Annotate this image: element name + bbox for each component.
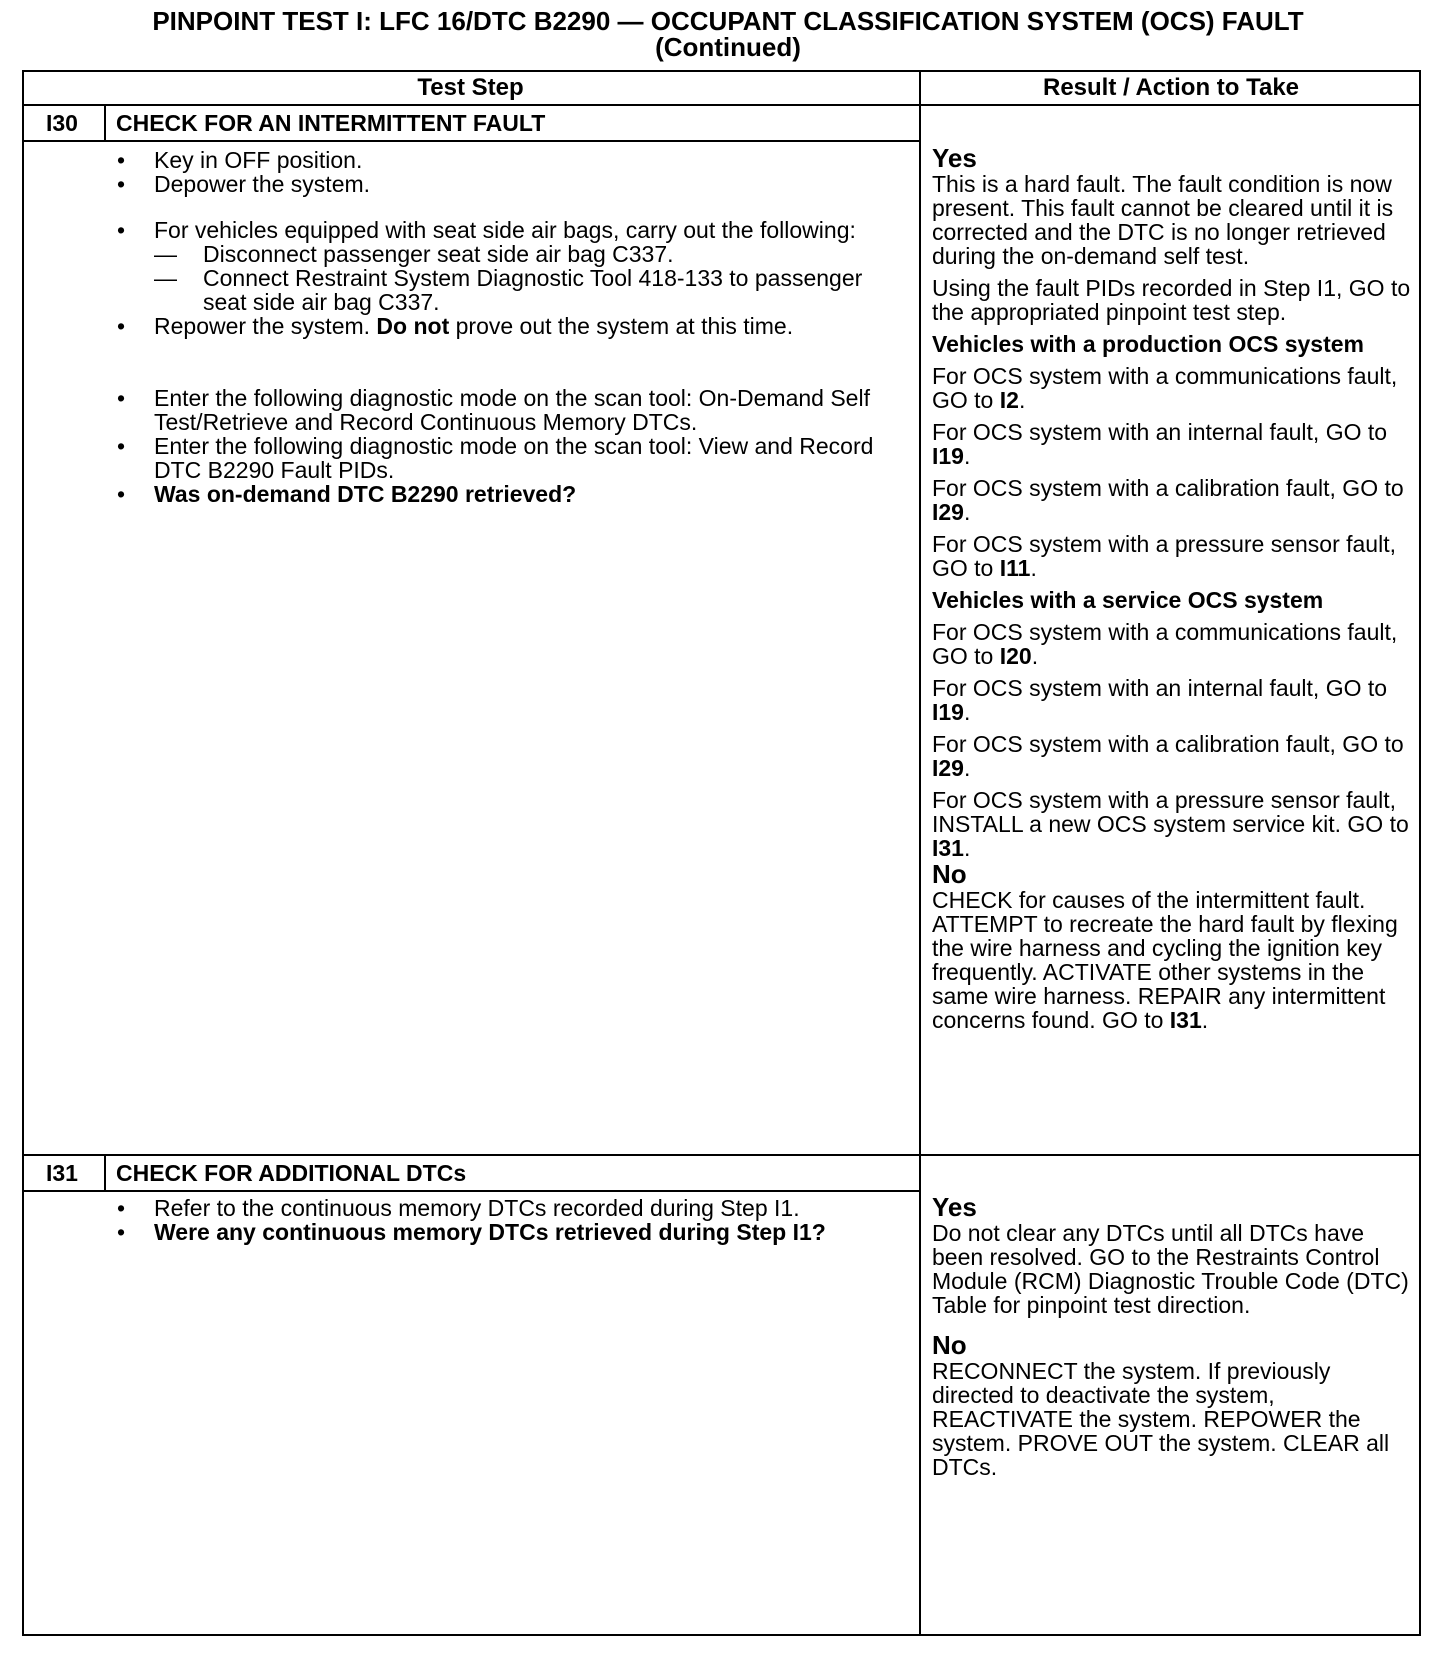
no-label: No (932, 859, 967, 889)
step-number-i30: I30 (46, 110, 78, 136)
action-item: • For vehicles equipped with seat side air bags, carry out the following: — Disconnect passenger seat side air bag C337. — Connect Restraint System Diagnostic Tool 418-133 to passenger seat side air bag C337. (110, 218, 910, 314)
action-item-question: • Was on-demand DTC B2290 retrieved? (117, 481, 577, 507)
pids-text: Using the fault PIDs recorded in Step I1, GO to the appropriated pinpoint test step. (932, 275, 1411, 325)
result-item: For OCS system with a calibration fault, GO to I29. (932, 731, 1404, 781)
action-item-question: • Were any continuous memory DTCs retrieved during Step I1? (117, 1219, 826, 1245)
sub-action-list (154, 242, 910, 314)
result-item: For OCS system with a calibration fault, GO to I29. (932, 475, 1404, 525)
result-item: For OCS system with a pressure sensor fault, GO to I11. (932, 531, 1396, 581)
result-item: For OCS system with an internal fault, GO to I19. (932, 675, 1388, 725)
header-test-step: Test Step (417, 74, 524, 101)
no-text: RECONNECT the system. If previously directed to deactivate the system, REACTIVATE the system. REPOWER the system. PROVE OUT the system. CLEAR all DTCs. (932, 1358, 1390, 1480)
column-divider (919, 70, 921, 1636)
action-item: • Key in OFF position. (117, 147, 363, 173)
action-item: • Repower the system. Do not prove out the system at this time. (117, 313, 794, 339)
action-item: • Enter the following diagnostic mode on the scan tool: View and Record DTC B2290 Fault PIDs. (117, 433, 874, 483)
step-actions-i31 (110, 1196, 910, 1244)
title-line-2: (Continued) (655, 32, 801, 62)
step-heading-i31: CHECK FOR ADDITIONAL DTCs (116, 1160, 467, 1186)
action-item: • Refer to the continuous memory DTCs recorded during Step I1. (117, 1195, 800, 1221)
sub-action-item: — Disconnect passenger seat side air bag C337. (154, 241, 674, 267)
header-result-action: Result / Action to Take (1042, 74, 1300, 101)
step-heading-i30: CHECK FOR AN INTERMITTENT FAULT (116, 110, 546, 136)
action-item: • Enter the following diagnostic mode on the scan tool: On-Demand Self Test/Retrieve and Record Continuous Memory DTCs. (117, 385, 870, 435)
title-line-1: PINPOINT TEST I: LFC 16/DTC B2290 — OCCUPANT CLASSIFICATION SYSTEM (OCS) FAULT (152, 6, 1304, 36)
production-heading: Vehicles with a production OCS system (932, 331, 1365, 357)
no-text: CHECK for causes of the intermittent fault. ATTEMPT to recreate the hard fault by flexing the wire harness and cycling the ignition key frequently. ACTIVATE other systems in the same wire harness. REPAIR any intermittent concerns found. GO to I31. (932, 887, 1398, 1033)
yes-text: Do not clear any DTCs until all DTCs have been resolved. GO to the Restraints Control Module (RCM) Diagnostic Trouble Code (DTC) Table for pinpoint test direction. (932, 1220, 1409, 1318)
step-number-i31: I31 (46, 1160, 78, 1186)
result-item: For OCS system with an internal fault, GO to I19. (932, 419, 1388, 469)
result-item: For OCS system with a pressure sensor fault, INSTALL a new OCS system service kit. GO to I31. (932, 787, 1409, 861)
yes-text: This is a hard fault. The fault condition is now present. This fault cannot be cleared until it is corrected and the DTC is no longer retrieved during the on-demand self test. (932, 171, 1394, 269)
service-heading: Vehicles with a service OCS system (932, 587, 1324, 613)
yes-label: Yes (932, 143, 977, 173)
yes-label: Yes (932, 1192, 977, 1222)
step-actions-i30 (110, 148, 910, 506)
no-label: No (932, 1330, 967, 1360)
result-item: For OCS system with a communications fault, GO to I2. (932, 363, 1398, 413)
result-i30 (932, 144, 1417, 1032)
result-item: For OCS system with a communications fault, GO to I20. (932, 619, 1398, 669)
page-title (0, 8, 1456, 60)
sub-action-item: — Connect Restraint System Diagnostic Tool 418-133 to passenger seat side air bag C337. (154, 265, 863, 315)
result-i31 (932, 1193, 1417, 1479)
action-item: • Depower the system. (117, 171, 371, 197)
